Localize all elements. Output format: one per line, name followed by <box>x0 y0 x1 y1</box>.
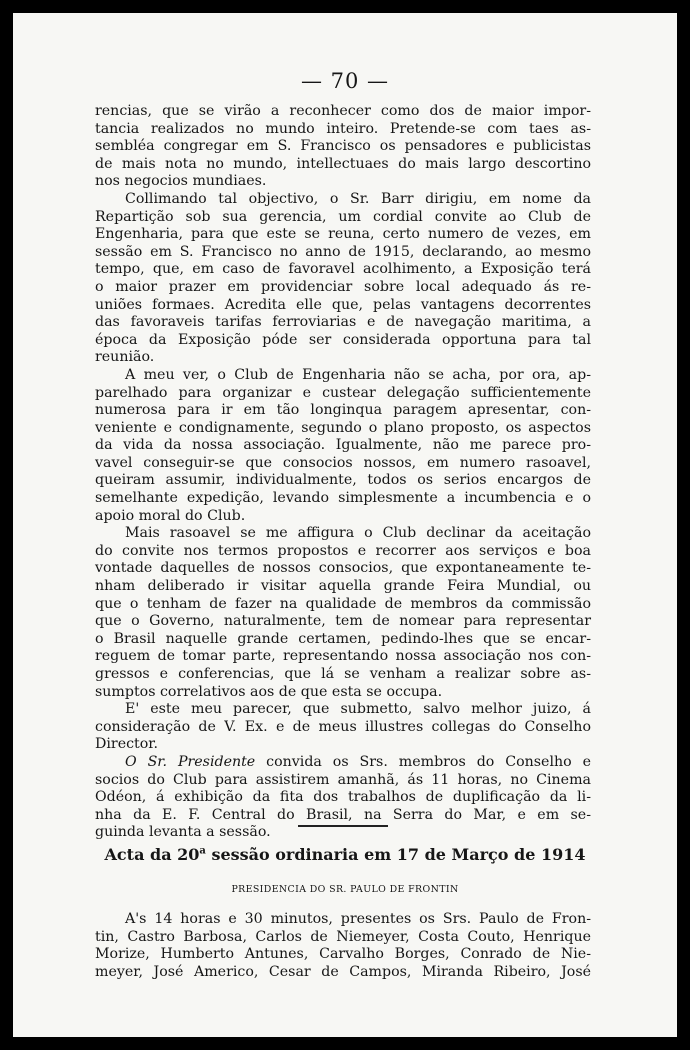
text-line: sessão em S. Francisco no anno de 1915, declarando, ao mesmo <box>95 243 591 260</box>
text-line: meyer, José Americo, Cesar de Campos, Miranda Ribeiro, José <box>95 963 591 980</box>
text-line: que o Governo, naturalmente, tem de nomear para representar <box>95 613 591 630</box>
text-line: de mais nota no mundo, intellectuaes do mais largo descortino <box>95 155 591 172</box>
text-line: tancia realizados no mundo inteiro. Pretende-se com taes as- <box>95 120 591 137</box>
text-line: guinda levanta a sessão. <box>95 824 271 841</box>
page-number: — 70 — <box>300 69 390 93</box>
text-line: Engenharia, para que este se reuna, certo numero de vezes, em <box>95 226 591 243</box>
text-line: Odéon, á exhibição da fita dos trabalhos de duplificação da li- <box>95 789 591 806</box>
section-divider <box>298 825 388 827</box>
text-line: que o tenham de fazer na qualidade de membros da commissão <box>95 595 591 612</box>
text-line: do convite nos termos propostos e recorrer aos serviços e boa <box>95 542 591 559</box>
text-line: tempo, que, em caso de favoravel acolhimento, a Exposição terá <box>95 261 591 278</box>
section-title: Acta da 20$^a$ sessão ordinaria em 17 de Março de 1914 <box>104 845 586 864</box>
italic-speaker: O Sr. Presidente <box>125 753 256 770</box>
text-line: nham deliberado ir visitar aquella grande Feira Mundial, ou <box>95 578 591 595</box>
text-line: socios do Club para assistirem amanhã, ás 11 horas, no Cinema <box>95 771 591 788</box>
text-line: consideração de V. Ex. e de meus illustres collegas do Conselho <box>95 718 591 735</box>
text-line: sembléa congregar em S. Francisco os pensadores e publicistas <box>95 138 591 155</box>
text-line: Morize, Humberto Antunes, Carvalho Borges, Conrado de Nie- <box>95 946 591 963</box>
text-line: apoio moral do Club. <box>95 507 246 524</box>
text-line: A meu ver, o Club de Engenharia não se acha, por ora, ap- <box>125 366 591 383</box>
document-page <box>13 13 677 1037</box>
text-line: gressos e conferencias, que lá se venham a realizar sobre as- <box>95 666 591 682</box>
presidency-line: PRESIDENCIA DO SR. PAULO DE FRONTIN <box>231 884 459 895</box>
text-line: queiram assumir, individualmente, todos os serios encargos de <box>95 472 591 489</box>
text-line: uniões formaes. Acredita elle que, pelas vantagens decorrentes <box>95 296 591 313</box>
text-line: reguem de tomar parte, representando nossa associação nos con- <box>95 648 591 665</box>
text-line: época da Exposição póde ser considerada opportuna para tal <box>95 331 591 348</box>
text-line: tin, Castro Barbosa, Carlos de Niemeyer, Costa Couto, Henrique <box>95 928 591 945</box>
text-line: nha da E. F. Central do Brasil, na Serra do Mar, e em se- <box>95 806 591 823</box>
text-line: sumptos correlativos aos de que esta se occupa. <box>95 683 443 700</box>
text-line: veniente e condignamente, segundo o plano proposto, os aspectos <box>95 419 591 436</box>
text-line: o Brasil naquelle grande certamen, pedindo-lhes que se encar- <box>95 630 591 647</box>
text-line: semelhante expedição, levando simplesmente a incumbencia e o <box>95 490 591 507</box>
text-line: A's 14 horas e 30 minutos, presentes os Srs. Paulo de Fron- <box>125 911 591 927</box>
text-line: reunião. <box>95 349 155 366</box>
text-line: Collimando tal objectivo, o Sr. Barr dirigiu, em nome da <box>125 190 591 207</box>
text-line: das favoraveis tarifas ferroviarias e de navegação maritima, a <box>95 314 591 331</box>
text-line: Repartição sob sua gerencia, um cordial convite ao Club de <box>95 208 591 225</box>
text-line: E' este meu parecer, que submetto, salvo melhor juizo, á <box>125 701 591 718</box>
report-body <box>95 103 591 842</box>
text-line-rest: convida os Srs. membros do Conselho e <box>266 753 591 770</box>
text-line: vavel conseguir-se que consocios nossos, em numero rasoavel, <box>95 454 591 471</box>
text-line: nos negocios mundiaes. <box>95 173 267 190</box>
text-line: o maior prazer em providenciar sobre local adequado ás re- <box>95 278 591 295</box>
text-line: parelhado para organizar e custear delegação sufficientemente <box>95 384 591 401</box>
text-line: Director. <box>95 736 159 753</box>
text-line: Mais rasoavel se me affigura o Club declinar da aceitação <box>125 525 591 542</box>
text-line: vontade daquelles de nossos consocios, que expontaneamente te- <box>95 560 591 577</box>
text-line <box>95 754 591 772</box>
text-line: rencias, que se virão a reconhecer como dos de maior impor- <box>95 103 591 119</box>
text-line: numerosa para ir em tão longinqua paragem apresentar, con- <box>95 402 591 419</box>
minutes-body <box>95 911 591 981</box>
text-line: da vida da nossa associação. Igualmente, não me parece pro- <box>95 437 591 454</box>
